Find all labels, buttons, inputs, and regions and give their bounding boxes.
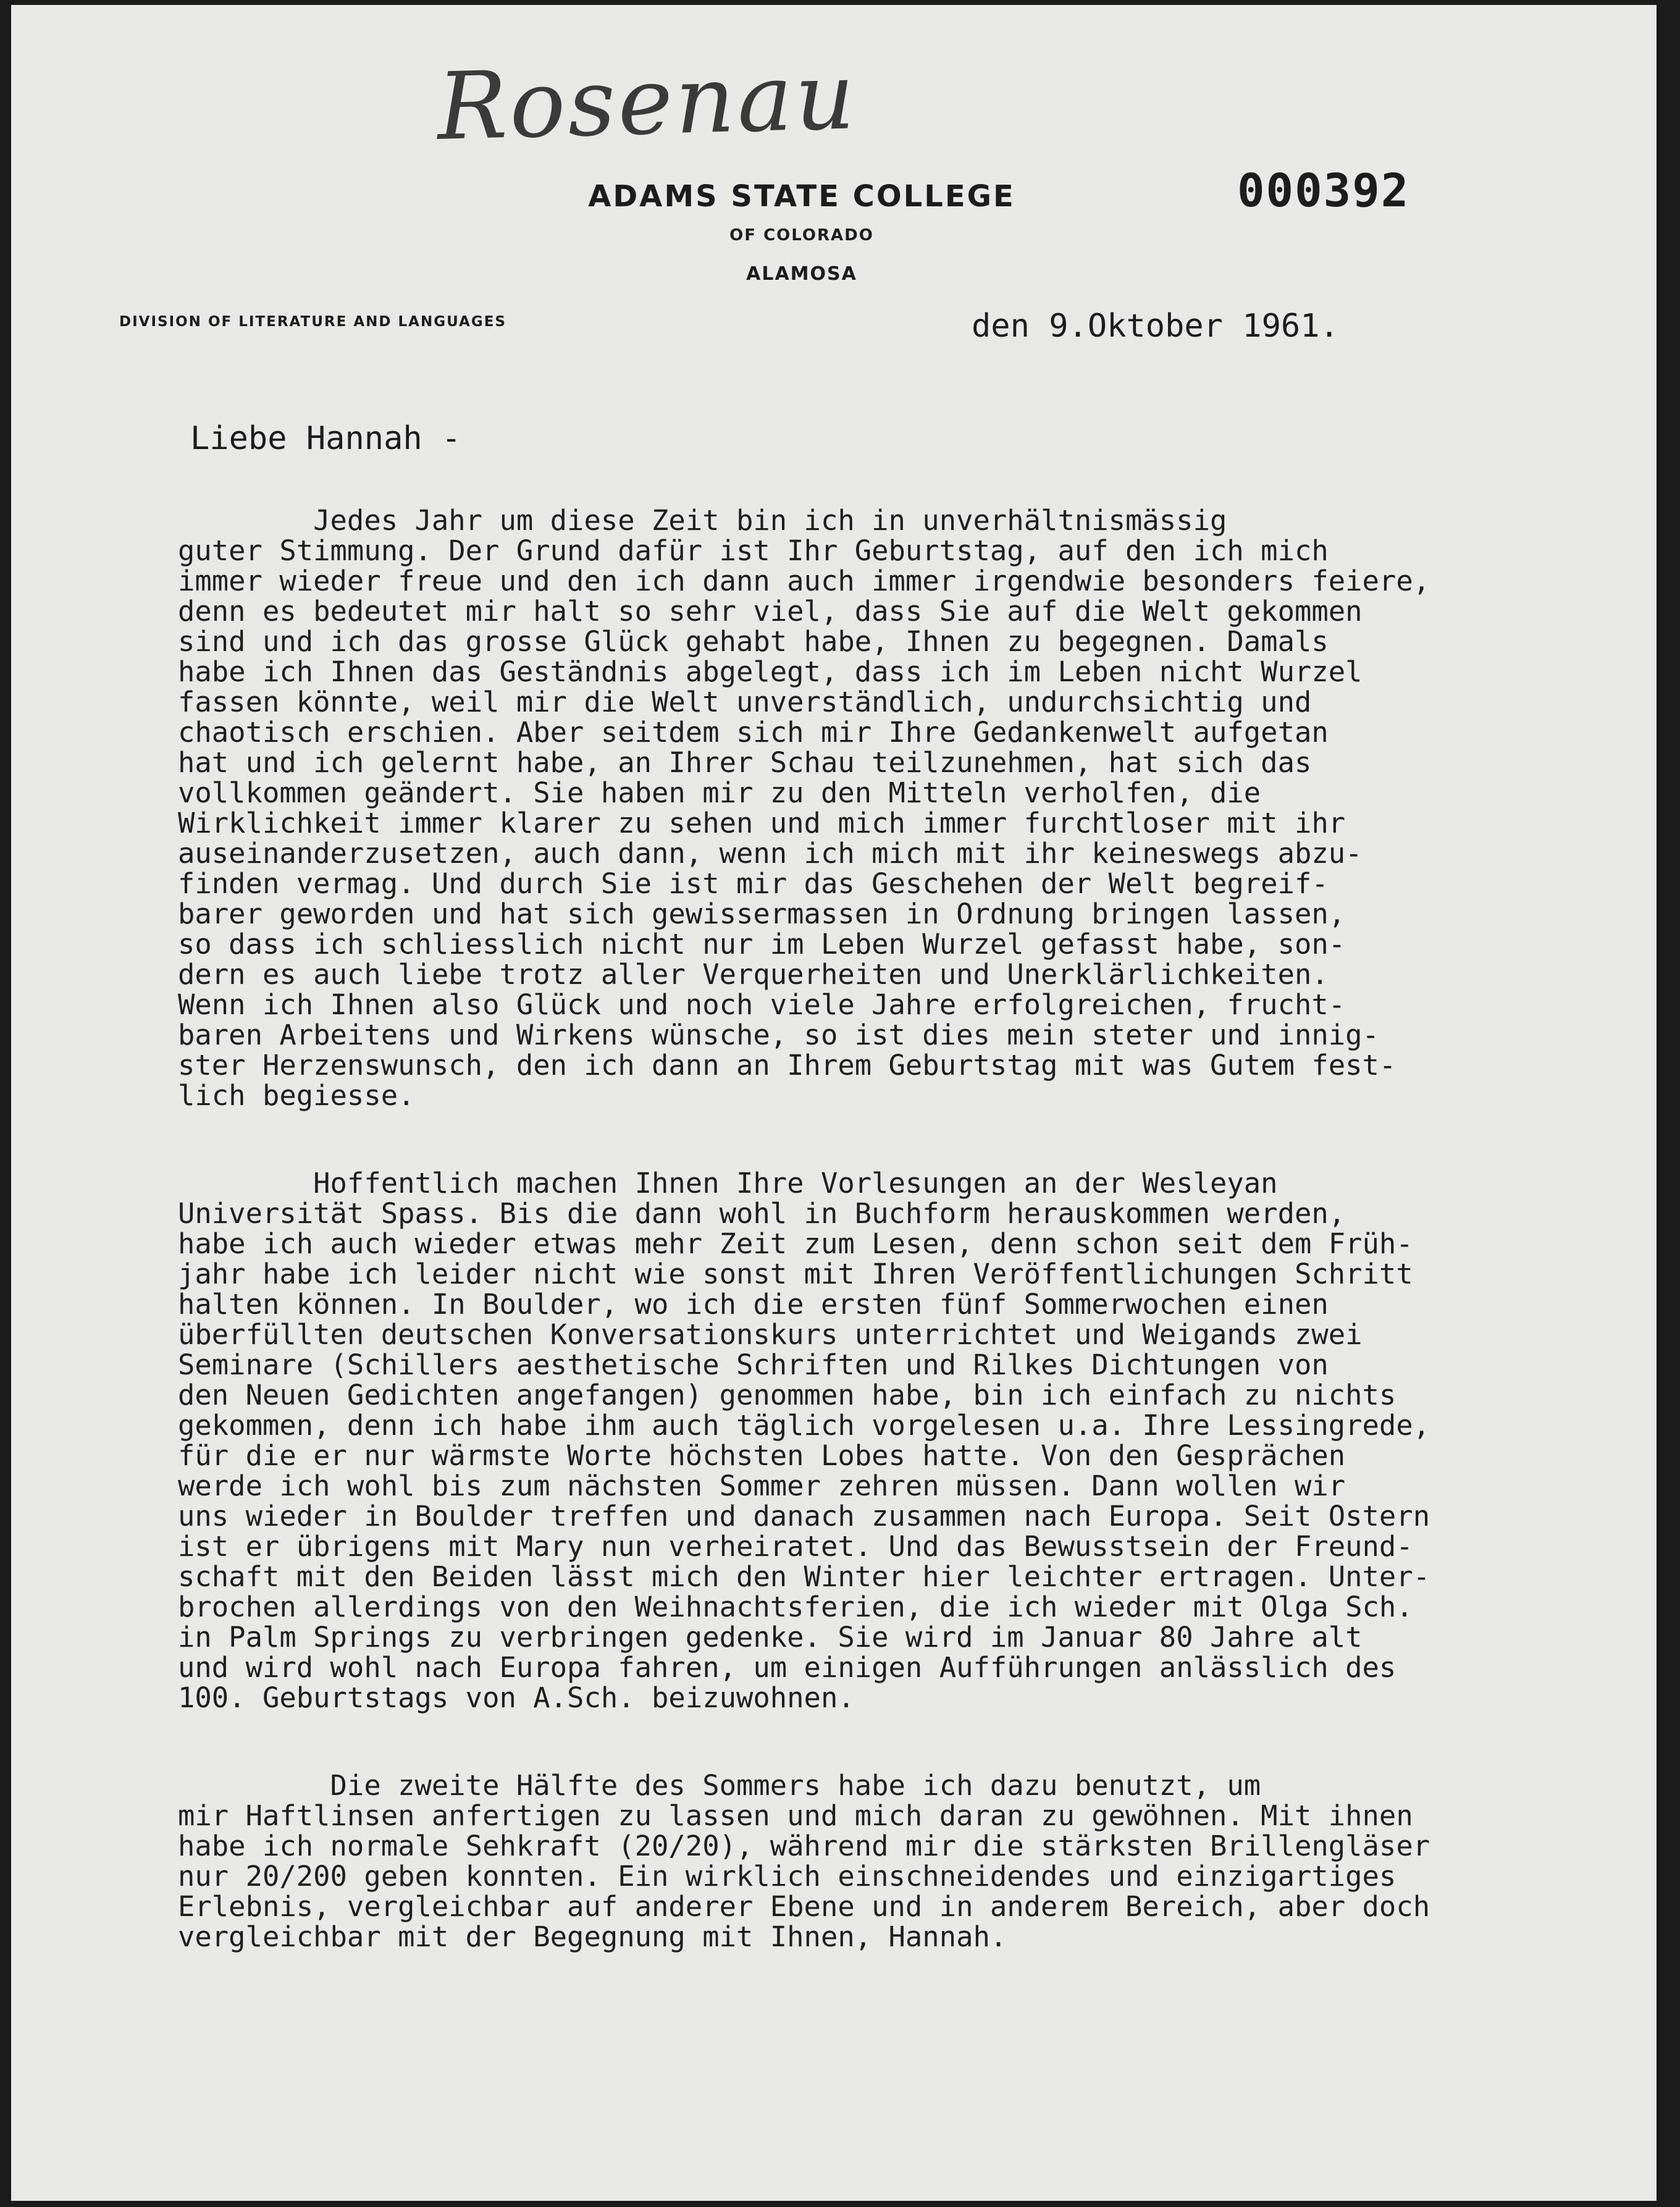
letter-line: 100. Geburtstags von A.Sch. beizuwohnen. xyxy=(178,1681,855,1714)
letter-paragraph xyxy=(178,1168,1592,1713)
letter-line: den Neuen Gedichten angefangen) genommen habe, bin ich einfach zu nichts xyxy=(178,1379,1396,1411)
letter-line: dern es auch liebe trotz aller Verquerheiten und Unerklärlichkeiten. xyxy=(178,958,1329,991)
letter-line: brochen allerdings von den Weihnachtsferien, die ich wieder mit Olga Sch. xyxy=(178,1591,1413,1623)
letter-line: Seminare (Schillers aesthetische Schriften und Rilkes Dichtungen von xyxy=(178,1348,1329,1381)
letter-page xyxy=(11,5,1657,2201)
letter-line: in Palm Springs zu verbringen gedenke. Sie wird im Januar 80 Jahre alt xyxy=(178,1621,1363,1654)
letter-line: chaotisch erschien. Aber seitdem sich mir Ihre Gedankenwelt aufgetan xyxy=(178,716,1329,749)
letter-paragraph xyxy=(178,505,1592,1111)
letter-line: sind und ich das grosse Glück gehabt habe, Ihnen zu begegnen. Damals xyxy=(178,625,1329,658)
letter-line: so dass ich schliesslich nicht nur im Leben Wurzel gefasst habe, son- xyxy=(178,928,1346,961)
letter-line: Hoffentlich machen Ihnen Ihre Vorlesungen an der Wesleyan xyxy=(178,1167,1278,1200)
letter-line: gekommen, denn ich habe ihm auch täglich vorgelesen u.a. Ihre Lessingrede, xyxy=(178,1409,1430,1442)
letter-line: habe ich normale Sehkraft (20/20), während mir die stärksten Brillengläser xyxy=(178,1830,1430,1862)
letter-line: finden vermag. Und durch Sie ist mir das Geschehen der Welt begreif- xyxy=(178,867,1329,900)
letter-body xyxy=(178,505,1592,2009)
letter-line: ster Herzenswunsch, den ich dann an Ihrem Geburtstag mit was Gutem fest- xyxy=(178,1049,1396,1082)
letter-paragraph xyxy=(178,1770,1592,1952)
letter-line: Wenn ich Ihnen also Glück und noch viele Jahre erfolgreichen, frucht- xyxy=(178,988,1346,1021)
letter-line: halten können. In Boulder, wo ich die ersten fünf Sommerwochen einen xyxy=(178,1288,1329,1321)
letterhead xyxy=(567,179,1036,285)
letter-line: Erlebnis, vergleichbar auf anderer Ebene und in anderem Bereich, aber doch xyxy=(178,1890,1430,1923)
letter-line: habe ich Ihnen das Geständnis abgelegt, dass ich im Leben nicht Wurzel xyxy=(178,655,1363,688)
letter-line: uns wieder in Boulder treffen und danach zusammen nach Europa. Seit Ostern xyxy=(178,1500,1430,1532)
letter-line: baren Arbeitens und Wirkens wünsche, so ist dies mein steter und innig- xyxy=(178,1019,1379,1051)
letter-line: für die er nur wärmste Worte höchsten Lobes hatte. Von den Gesprächen xyxy=(178,1439,1346,1472)
letter-line: habe ich auch wieder etwas mehr Zeit zum Lesen, denn schon seit dem Früh- xyxy=(178,1227,1413,1260)
letter-line: werde ich wohl bis zum nächsten Sommer zehren müssen. Dann wollen wir xyxy=(178,1469,1346,1502)
letter-line: nur 20/200 geben konnten. Ein wirklich einschneidendes und einzigartiges xyxy=(178,1860,1396,1893)
letter-line: immer wieder freue und den ich dann auch immer irgendwie besonders feiere, xyxy=(178,565,1430,597)
letter-line: barer geworden und hat sich gewissermassen in Ordnung bringen lassen, xyxy=(178,898,1346,930)
handwritten-name-annotation: Rosenau xyxy=(435,43,859,161)
letter-date: den 9.Oktober 1961. xyxy=(972,308,1339,345)
letter-line: auseinanderzusetzen, auch dann, wenn ich mich mit ihr keineswegs abzu- xyxy=(178,837,1363,870)
letter-line: Die zweite Hälfte des Sommers habe ich dazu benutzt, um xyxy=(178,1769,1261,1802)
letter-line: Wirklichkeit immer klarer zu sehen und mich immer furchtloser mit ihr xyxy=(178,807,1346,839)
letter-line: Jedes Jahr um diese Zeit bin ich in unverhältnismässig xyxy=(178,504,1227,537)
letter-line: überfüllten deutschen Konversationskurs unterrichtet und Weigands zwei xyxy=(178,1318,1363,1351)
letterhead-state: OF COLORADO xyxy=(729,226,874,245)
letter-line: lich begiesse. xyxy=(178,1079,415,1112)
letter-line: Universität Spass. Bis die dann wohl in Buchform herauskommen werden, xyxy=(178,1197,1346,1230)
letter-line: hat und ich gelernt habe, an Ihrer Schau teilzunehmen, hat sich das xyxy=(178,746,1312,779)
letterhead-city: ALAMOSA xyxy=(746,263,857,285)
letter-line: und wird wohl nach Europa fahren, um einigen Aufführungen anlässlich des xyxy=(178,1651,1396,1684)
division-label: DIVISION OF LITERATURE AND LANGUAGES xyxy=(119,314,506,330)
letter-line: vollkommen geändert. Sie haben mir zu den Mitteln verholfen, die xyxy=(178,776,1261,809)
letter-line: denn es bedeutet mir halt so sehr viel, dass Sie auf die Welt gekommen xyxy=(178,595,1363,628)
letter-line: schaft mit den Beiden lässt mich den Winter hier leichter ertragen. Unter- xyxy=(178,1560,1430,1593)
letterhead-college: ADAMS STATE COLLEGE xyxy=(588,179,1015,214)
archive-number-stamp: 000392 xyxy=(1237,164,1410,217)
letter-line: fassen könnte, weil mir die Welt unverständlich, undurchsichtig und xyxy=(178,686,1312,718)
letter-line: vergleichbar mit der Begegnung mit Ihnen, Hannah. xyxy=(178,1920,1007,1953)
letter-line: mir Haftlinsen anfertigen zu lassen und mich daran zu gewöhnen. Mit ihnen xyxy=(178,1799,1413,1832)
letter-line: jahr habe ich leider nicht wie sonst mit Ihren Veröffentlichungen Schritt xyxy=(178,1258,1413,1290)
salutation: Liebe Hannah - xyxy=(190,420,461,457)
letter-line: ist er übrigens mit Mary nun verheiratet. Und das Bewusstsein der Freund- xyxy=(178,1530,1413,1563)
letter-line: guter Stimmung. Der Grund dafür ist Ihr Geburtstag, auf den ich mich xyxy=(178,534,1329,567)
